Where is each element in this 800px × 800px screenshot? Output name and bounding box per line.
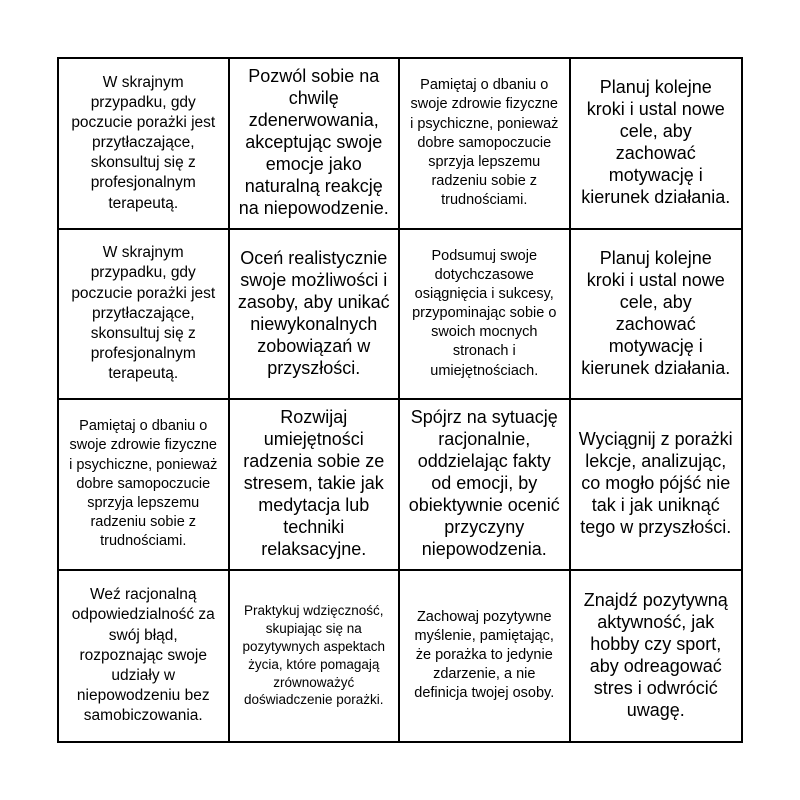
bingo-cell-1-1: [59, 59, 230, 230]
bingo-cell-1-4: [571, 59, 742, 230]
bingo-cell-4-2: [230, 571, 401, 742]
cell-text: Weź racjonalną odpowiedzialność za swój błąd, rozpoznając swoje udziały w niepowodzeniu bez samobiczowania.: [71, 586, 215, 725]
bingo-cell-2-4: [571, 230, 742, 401]
cell-text: Spójrz na sytuację racjonalnie, oddzielając fakty od emocji, by obiektywnie ocenić przyczyny niepowodzenia.: [408, 407, 560, 560]
bingo-cell-4-3: [400, 571, 571, 742]
bingo-cell-2-3: [400, 230, 571, 401]
cell-text: Planuj kolejne kroki i ustal nowe cele, aby zachować motywację i kierunek działania.: [581, 77, 731, 208]
cell-text: Rozwijaj umiejętności radzenia sobie ze stresem, takie jak medytacja lub techniki relaksacyjne.: [243, 407, 385, 560]
cell-text: Podsumuj swoje dotychczasowe osiągnięcia i sukcesy, przypominając sobie o swoich mocnych stronach i umiejętnościach.: [412, 247, 557, 379]
bingo-cell-1-2: [230, 59, 401, 230]
bingo-cell-3-2: [230, 400, 401, 571]
bingo-cell-3-1: [59, 400, 230, 571]
bingo-cell-3-3: [400, 400, 571, 571]
bingo-cell-4-1: [59, 571, 230, 742]
cell-text: Oceń realistycznie swoje możliwości i zasoby, aby unikać niewykonalnych zobowiązań w przyszłości.: [237, 247, 390, 378]
cell-text: Znajdź pozytywną aktywność, jak hobby czy sport, aby odreagować stres i odwrócić uwagę.: [583, 589, 728, 720]
cell-text: Pamiętaj o dbaniu o swoje zdrowie fizyczne i psychiczne, ponieważ dobre samopoczucie sprzyja lepszemu radzeniu sobie z trudnościami.: [410, 77, 559, 209]
bingo-cell-2-1: [59, 230, 230, 401]
cell-text: Pamiętaj o dbaniu o swoje zdrowie fizyczne i psychiczne, ponieważ dobre samopoczucie sprzyja lepszemu radzeniu sobie z trudnościami.: [69, 418, 218, 550]
bingo-cell-1-3: [400, 59, 571, 230]
cell-text: Planuj kolejne kroki i ustal nowe cele, aby zachować motywację i kierunek działania.: [581, 247, 731, 378]
bingo-board: [57, 57, 743, 743]
cell-text: W skrajnym przypadku, gdy poczucie porażki jest przytłaczające, skonsultuj się z profesjonalnym terapeutą.: [71, 244, 216, 383]
cell-text: Wyciągnij z porażki lekcje, analizując, co mogło pójść nie tak i jak uniknąć tego w przyszłości.: [578, 429, 733, 538]
bingo-cell-2-2: [230, 230, 401, 401]
cell-text: Pozwól sobie na chwilę zdenerwowania, akceptując swoje emocje jako naturalną reakcję na niepowodzenie.: [238, 66, 389, 219]
cell-text: Zachowaj pozytywne myślenie, pamiętając, że porażka to jedynie zdarzenie, a nie definicja twojej osoby.: [414, 608, 555, 702]
cell-text: W skrajnym przypadku, gdy poczucie porażki jest przytłaczające, skonsultuj się z profesjonalnym terapeutą.: [71, 73, 216, 212]
cell-text: Praktykuj wdzięczność, skupiając się na pozytywnych aspektach życia, które pomagają zrównoważyć doświadczenie porażki.: [242, 603, 386, 708]
bingo-cell-3-4: [571, 400, 742, 571]
bingo-cell-4-4: [571, 571, 742, 742]
